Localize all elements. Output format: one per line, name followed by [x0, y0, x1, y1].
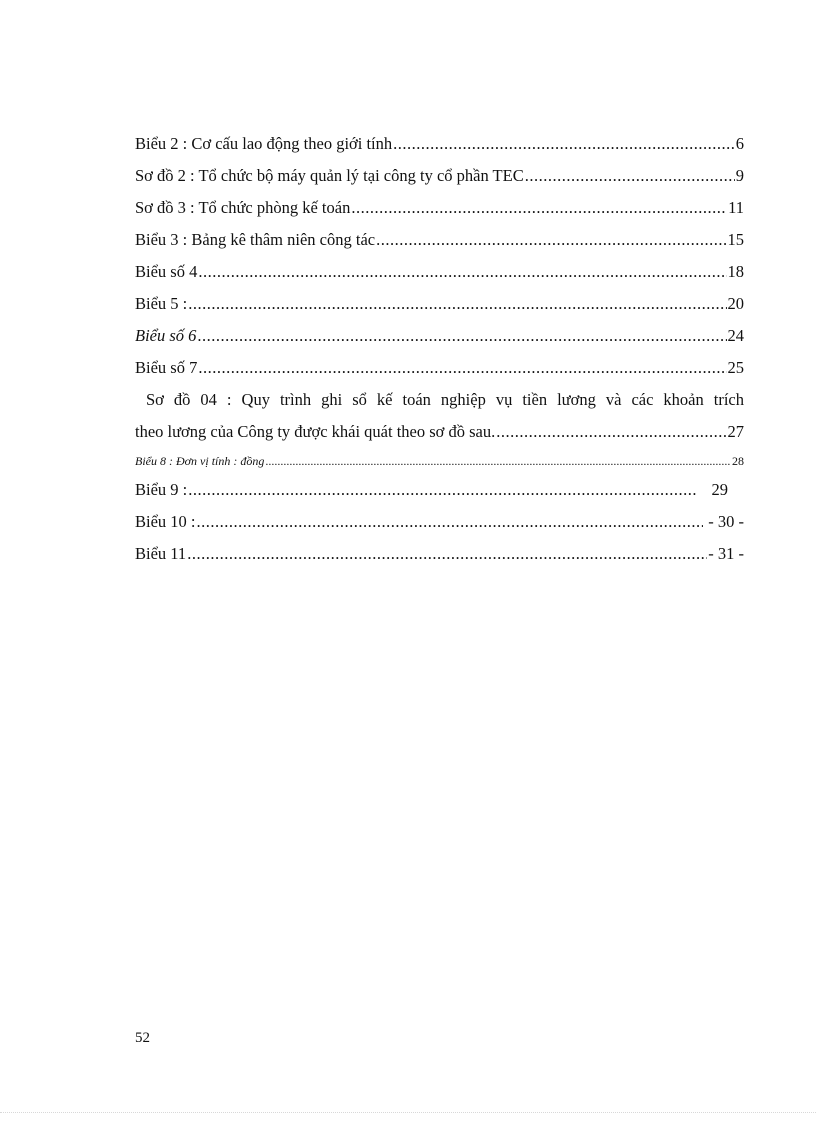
toc-row-label: Sơ đồ 3 : Tổ chức phòng kế toán [135, 198, 351, 217]
dot-leader [188, 474, 696, 506]
table-of-contents [135, 128, 744, 570]
toc-row-page: 6 [735, 134, 744, 153]
toc-row-page: 9 [735, 166, 744, 185]
toc-row-label: Biểu 11 [135, 544, 187, 563]
dot-leader [351, 192, 727, 224]
toc-row-label: Biểu số 7 [135, 358, 198, 377]
toc-row-label: Biểu 5 : [135, 294, 188, 313]
toc-row[interactable] [135, 128, 744, 160]
dot-leader [496, 416, 726, 448]
page-bottom-divider [0, 1112, 816, 1113]
toc-row[interactable] [135, 352, 744, 384]
toc-row-page: 15 [727, 230, 744, 249]
toc-row-page: 11 [728, 198, 744, 217]
toc-row[interactable] [135, 506, 744, 538]
dot-leader [376, 224, 726, 256]
toc-multiline-entry[interactable] [135, 384, 744, 448]
dot-leader [197, 506, 704, 538]
toc-row[interactable] [135, 538, 744, 570]
toc-entry-line-2 [135, 416, 744, 448]
toc-row-page: 27 [727, 422, 744, 441]
toc-row[interactable] [135, 448, 744, 474]
toc-row-label: Biểu số 6 [135, 326, 197, 345]
toc-row-page: 28 [732, 454, 744, 468]
page-number: 52 [135, 1030, 150, 1046]
toc-row[interactable] [135, 160, 744, 192]
dot-leader [198, 256, 726, 288]
dot-leader [187, 538, 707, 570]
dot-leader [188, 288, 726, 320]
toc-row-page: 18 [727, 262, 744, 281]
toc-entry-line-1: Sơ đồ 04 : Quy trình ghi sổ kế toán nghiệp vụ tiền lương và các khoản trích [146, 390, 744, 409]
dot-leader [393, 128, 735, 160]
toc-row-page: 29 [711, 480, 728, 499]
toc-row[interactable] [135, 256, 744, 288]
toc-row-page: - 30 - [708, 512, 744, 531]
toc-row-label: Biểu 10 : [135, 512, 196, 531]
toc-row-label: theo lương của Công ty được khái quát theo sơ đồ sau. [135, 422, 496, 441]
toc-row[interactable] [135, 474, 744, 506]
toc-row-label: Biểu 2 : Cơ cấu lao động theo giới tính [135, 134, 393, 153]
toc-row[interactable] [135, 224, 744, 256]
toc-row[interactable] [135, 192, 744, 224]
toc-row[interactable] [135, 320, 744, 352]
toc-row-label: Biểu 8 : Đơn vị tính : đồng [135, 454, 265, 468]
toc-row-page: 25 [727, 358, 744, 377]
toc-row-label: Biểu 9 : [135, 480, 188, 499]
toc-row-page: 24 [727, 326, 744, 345]
toc-row-page: - 31 - [708, 544, 744, 563]
dot-leader [525, 160, 735, 192]
toc-row-label: Biểu số 4 [135, 262, 198, 281]
toc-row-label: Biểu 3 : Bảng kê thâm niên công tác [135, 230, 376, 249]
toc-row-label: Sơ đồ 2 : Tổ chức bộ máy quản lý tại công ty cổ phần TEC [135, 166, 524, 185]
toc-row-page: 20 [727, 294, 744, 313]
toc-row[interactable] [135, 288, 744, 320]
dot-leader [197, 320, 726, 352]
dot-leader [198, 352, 726, 384]
dot-leader [265, 448, 731, 474]
